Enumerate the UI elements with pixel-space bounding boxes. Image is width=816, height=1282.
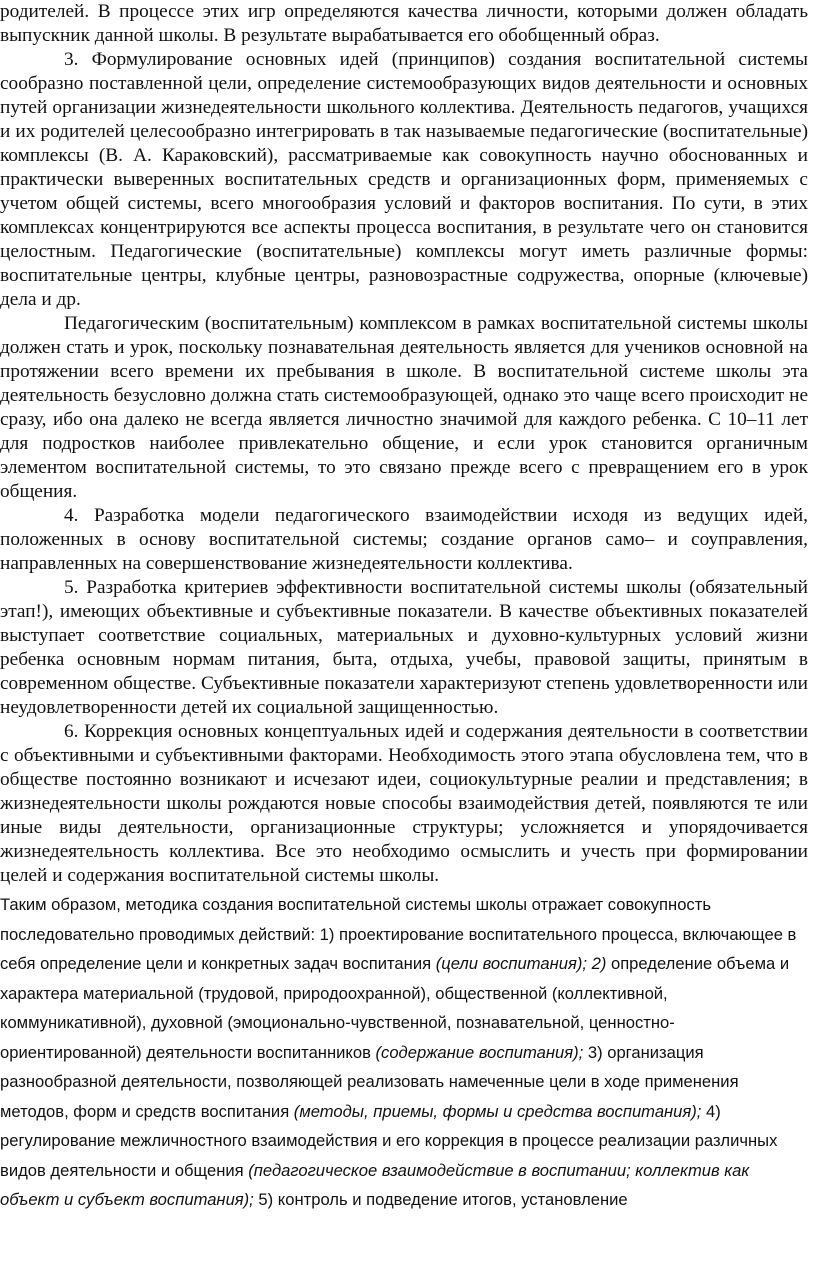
paragraph-step-3: 3. Формулирование основных идей (принципов) создания воспитательной системы сообразно поставленной цели, определение системообразующих видов деятельности и основных путей организации жизнедеятельности школьного коллектива. Деятельность педагогов, учащихся и их родителей целесообразно интегрировать в так называемые педагогические (воспитательные) комплексы (В. А. Караковский), рассматриваемые как совокупность научно обоснованных и практически выверенных воспитательных средств и организационных форм, применяемых с учетом общей системы, всего многообразия условий и факторов воспитания. По сути, в этих комплексах концентрируются все аспекты процесса воспитания, в результате чего он становится целостным. Педагогические (воспитательные) комплексы могут иметь различные формы: воспитательные центры, клубные центры, разновозрастные содружества, опорные (ключевые) дела и др. [0,49,808,310]
paragraph-step-4: 4. Разработка модели педагогического взаимодействии исходя из ведущих идей, положенных в основу воспитательной системы; создание органов само– и соуправления, направленных на совершенствование жизнедеятельности коллектива. [0,505,808,574]
summary-segment: 5) контроль и подведение итогов, установление [253,1190,628,1209]
paragraph-intro: родителей. В процессе этих игр определяются качества личности, которыми должен обладать выпускник данной школы. В результате вырабатывается его обобщенный образ. [0,1,808,46]
summary-segment: Таким образом, методика создания воспитательной системы школы отражает совокупность последовательно проводимых действий: 1) проектирование воспитательного процесса, включающее в себя определение цели и конкретных задач воспитания [0,895,797,973]
summary-segment: 3) организация разнообразной деятельности, позволяющей реализовать намеченные цели в ходе применения методов, форм и средств воспитания [0,1042,739,1121]
summary-segment: 4) регулирование межличностного взаимодействия и его коррекция в процессе реализации различных видов деятельности и общения [0,1101,778,1180]
summary-italic-segment: (педагогическое взаимодействие в воспитании; коллектив как объект и субъект воспитания); [0,1160,750,1209]
summary-italic-segment: (содержание воспитания); [375,1042,584,1062]
summary-segment: определение объема и характера материальной (трудовой, природоохранной), общественной (коллективной, коммуникативной), духовной (эмоционально-чувственной, познавательной, ценностно-ориентированной) деятельности воспитанников [0,954,790,1062]
summary-italic-segment: (методы, приемы, формы и средства воспитания); [293,1101,702,1121]
paragraph-step-6: 6. Коррекция основных концептуальных идей и содержания деятельности в соответствии с объективными и субъективными факторами. Необходимость этого этапа обусловлена тем, что в обществе постоянно возникают и исчезают идеи, социокультурные реалии и представления; в жизнедеятельности школы рождаются новые способы взаимодействия детей, появляются те или иные виды деятельности, организационные структуры; усложняется и упорядочивается жизнедеятельность коллектива. Все это необходимо осмыслить и учесть при формировании целей и содержания воспитательной системы школы. [0,721,808,886]
paragraph-lesson: Педагогическим (воспитательным) комплексом в рамках воспитательной системы школы должен стать и урок, поскольку познавательная деятельность является для учеников основной на протяжении всего времени их пребывания в школе. В воспитательной системе школы эта деятельность безусловно должна стать системообразующей, однако это чаще всего происходит не сразу, ибо она далеко не всегда является личностно значимой для каждого ребенка. С 10–11 лет для подростков наиболее привлекательно общение, и если урок становится органичным элементом воспитательной системы, то это связано прежде всего с превращением его в урок общения. [0,313,808,502]
summary-paragraph [0,890,816,1215]
summary-italic-segment: (цели воспитания); 2) [435,954,607,973]
paragraph-step-5: 5. Разработка критериев эффективности воспитательной системы школы (обязательный этап!), имеющих объективные и субъективные показатели. В качестве объективных показателей выступает соответствие социальных, материальных и духовно-культурных условий жизни ребенка основным нормам питания, быта, отдыха, учебы, правовой защиты, принятым в современном обществе. Субъективные показатели характеризуют степень удовлетворенности или неудовлетворенности детей их социальной защищенностью. [0,577,808,718]
